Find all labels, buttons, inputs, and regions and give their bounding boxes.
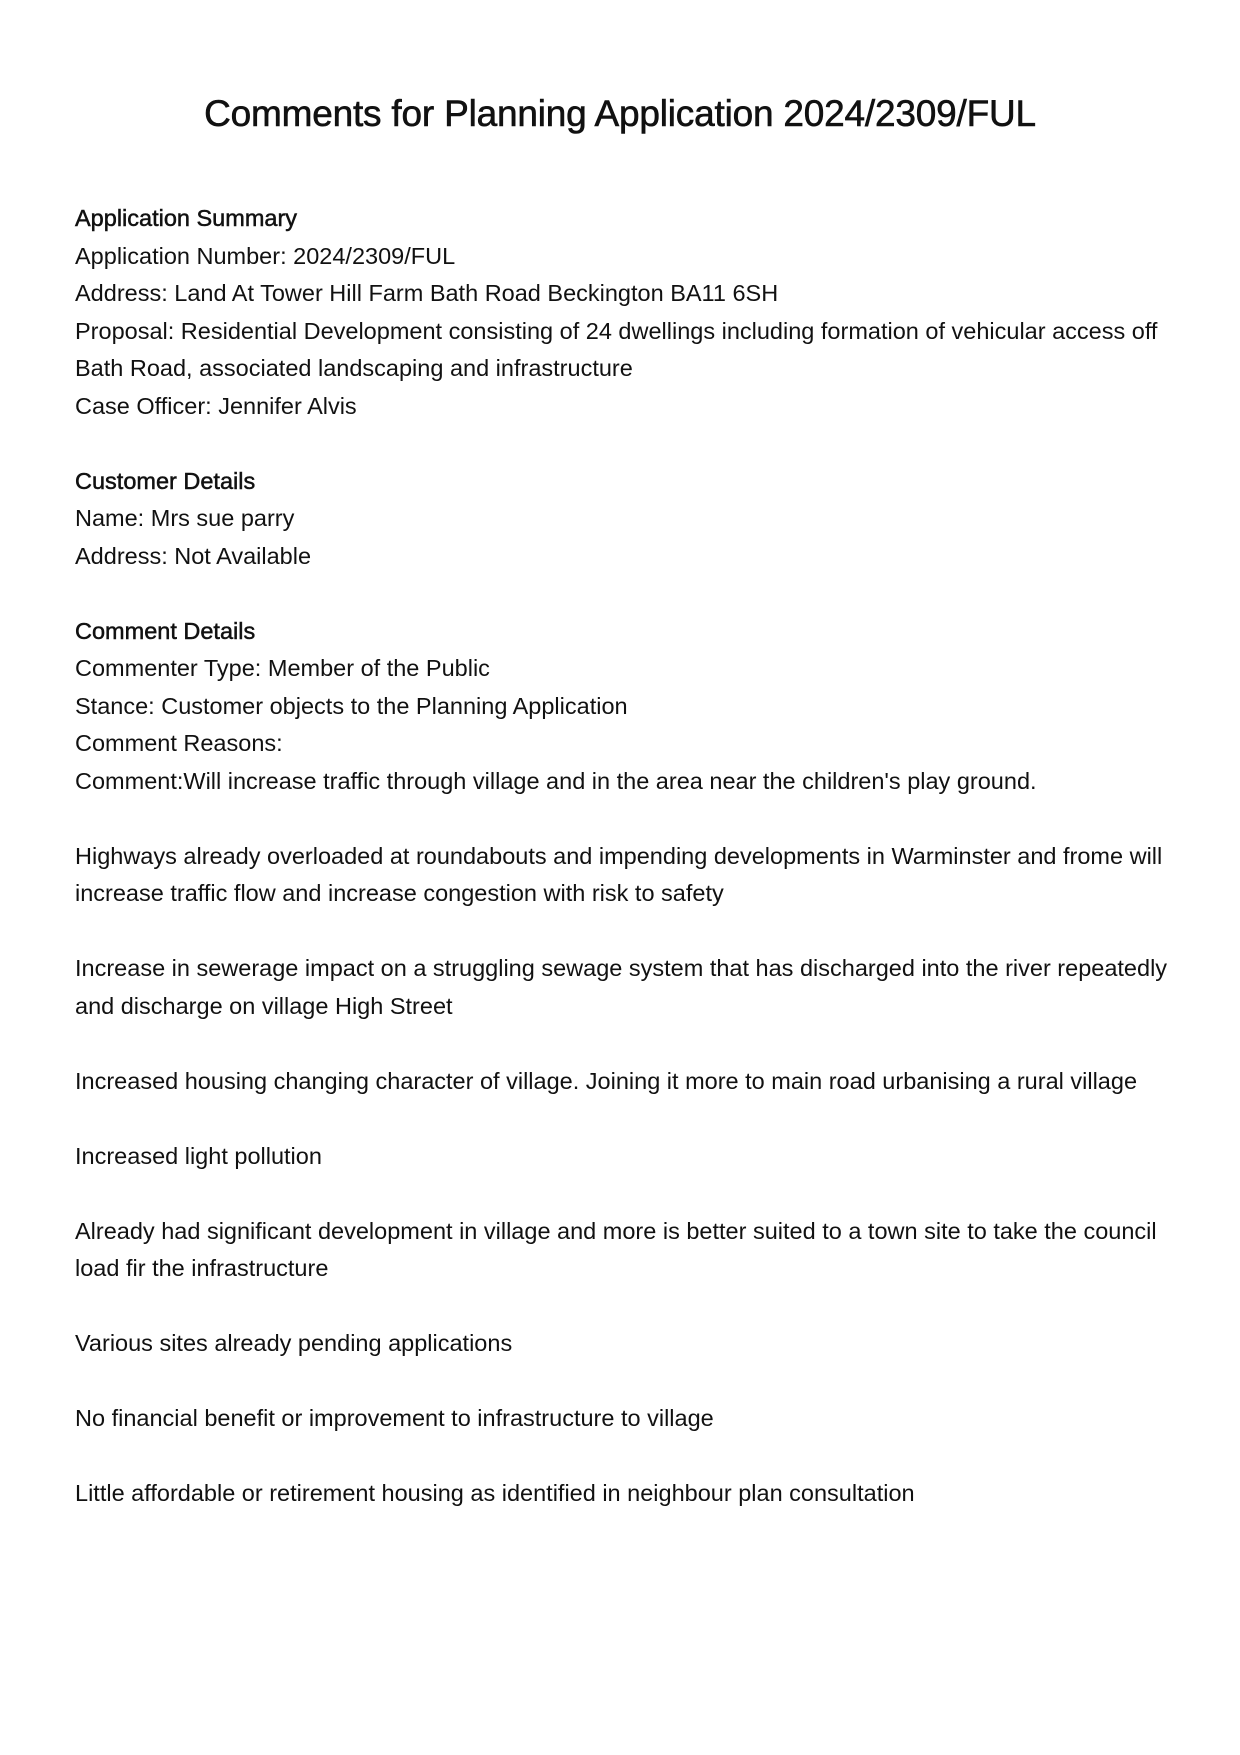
- customer-name: Name: Mrs sue parry: [75, 505, 295, 531]
- application-summary-section: [75, 200, 1170, 425]
- case-officer: Case Officer: Jennifer Alvis: [75, 392, 357, 419]
- comment-paragraph: Various sites already pending applications: [75, 1330, 513, 1356]
- spacer: [75, 425, 1170, 463]
- comment-paragraph: Increased light pollution: [75, 1142, 322, 1169]
- spacer: [75, 800, 1170, 838]
- comment-details-heading: Comment Details: [75, 617, 256, 644]
- stance: Stance: Customer objects to the Planning Application: [75, 692, 628, 719]
- application-number: Application Number: 2024/2309/FUL: [75, 242, 456, 269]
- spacer: [75, 1288, 1170, 1326]
- comment-reasons: Comment Reasons:: [75, 730, 283, 756]
- comment-paragraph: Highways already overloaded at roundabouts and impending developments in Warminster and frome will increase traffic flow and increase congestion with risk to safety: [75, 842, 1163, 906]
- comment-paragraph: Already had significant development in village and more is better suited to a town site to take the council load fir the infrastructure: [75, 1217, 1157, 1281]
- document-body: [75, 200, 1170, 1513]
- page-title: Comments for Planning Application 2024/2309/FUL: [204, 93, 1036, 134]
- customer-details-section: [75, 463, 1170, 576]
- comment-paragraph: Increased housing changing character of village. Joining it more to main road urbanising a rural village: [75, 1067, 1138, 1094]
- spacer: [75, 913, 1170, 951]
- comment-text: Comment:Will increase traffic through village and in the area near the children's play ground.: [75, 767, 1037, 794]
- comment-details-section: [75, 613, 1170, 1513]
- comment-paragraph: Increase in sewerage impact on a struggling sewage system that has discharged into the river repeatedly and discharge on village High Street: [75, 955, 1168, 1019]
- spacer: [75, 1438, 1170, 1476]
- spacer: [75, 1363, 1170, 1401]
- spacer: [75, 575, 1170, 613]
- customer-details-heading: Customer Details: [75, 467, 256, 494]
- application-address: Address: Land At Tower Hill Farm Bath Road Beckington BA11 6SH: [75, 280, 779, 306]
- customer-address: Address: Not Available: [75, 542, 312, 569]
- spacer: [75, 1025, 1170, 1063]
- spacer: [75, 1100, 1170, 1138]
- commenter-type: Commenter Type: Member of the Public: [75, 655, 490, 681]
- spacer: [75, 1175, 1170, 1213]
- application-summary-heading: Application Summary: [75, 205, 298, 231]
- comment-paragraph: Little affordable or retirement housing as identified in neighbour plan consultation: [75, 1480, 915, 1506]
- application-proposal: Proposal: Residential Development consisting of 24 dwellings including formation of vehicular access off Bath Road, associated landscaping and infrastructure: [75, 317, 1158, 381]
- comment-paragraph: No financial benefit or improvement to infrastructure to village: [75, 1405, 714, 1431]
